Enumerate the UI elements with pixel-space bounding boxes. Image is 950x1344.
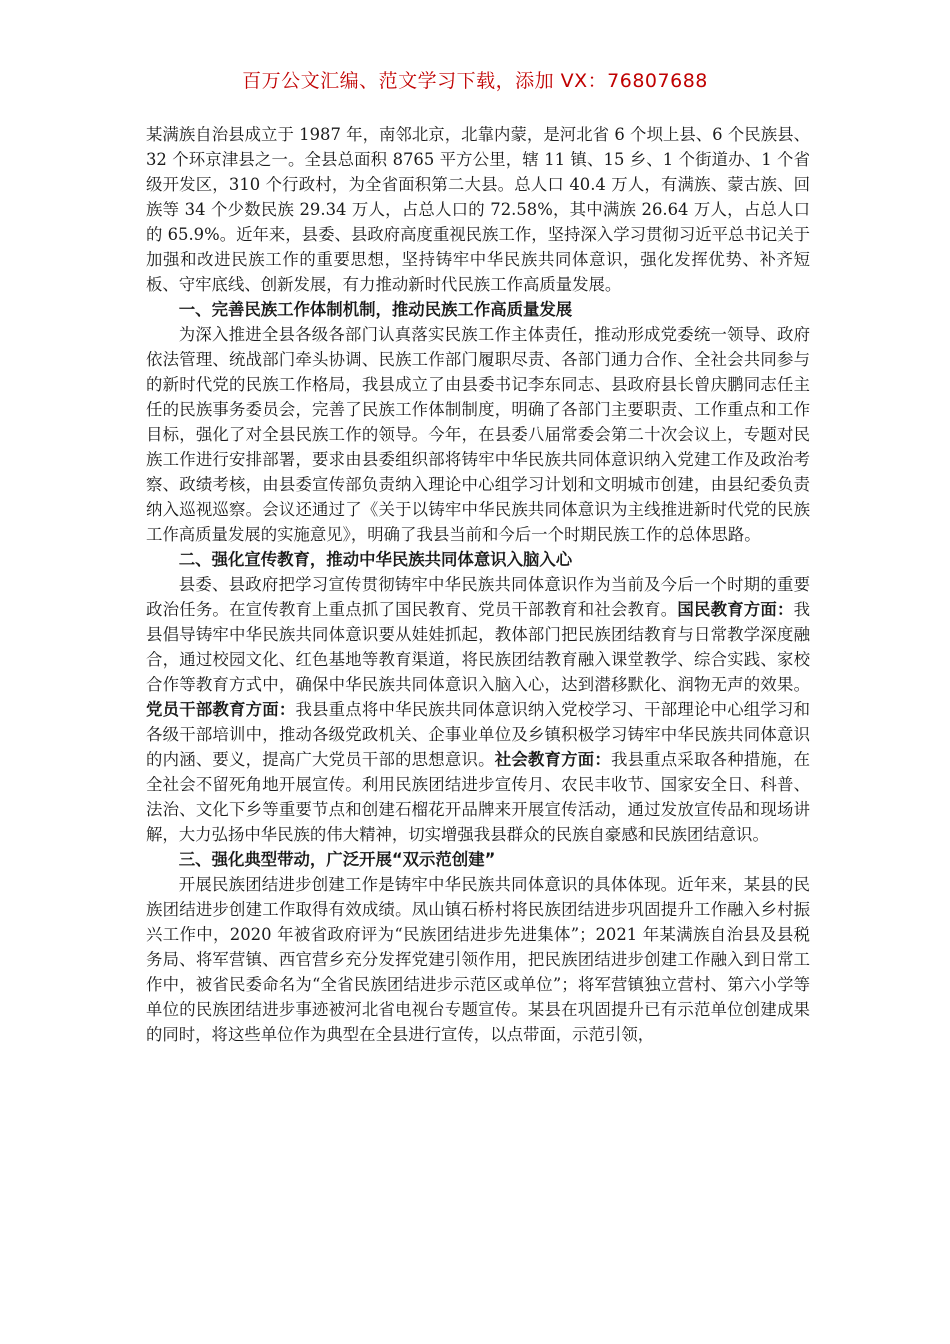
- section-3-heading: 三、强化典型带动，广泛开展“双示范创建”: [178, 850, 496, 869]
- cadre-education-text: 我县重点将中华民族共同体意识纳入党校学习、干部理论中心组学习和各级干部培训中，推动各级党政机关、企事业单位及乡镇积极学习铸牢中华民族共同体意识的内涵、要义，提高广大党员干部的思想意识。: [146, 700, 811, 769]
- cadre-education-lead: 党员干部教育方面：: [146, 700, 296, 719]
- social-education-lead: 社会教育方面：: [494, 750, 611, 769]
- watermark-banner: 百万公文汇编、范文学习下载，添加 VX：76807688: [242, 70, 708, 92]
- social-education-text: 我县重点采取各种措施，在全社会不留死角地开展宣传。利用民族团结进步宣传月、农民丰收节、国家安全日、科普、法治、文化下乡等重要节点和创建石榴花开品牌来开展宣传活动，通过发放宣传品和现场讲解，大力弘扬中华民族的伟大精神，切实增强我县群众的民族自豪感和民族团结意识。: [146, 750, 811, 844]
- section-1-heading: 一、完善民族工作体制机制，推动民族工作高质量发展: [178, 300, 573, 319]
- intro-paragraph: 某满族自治县成立于 1987 年，南邻北京，北靠内蒙，是河北省 6 个坝上县、6 个民族县、32 个环京津县之一。全县总面积 8765 平方公里，辖 11 镇、15 乡、1 个街道办、1 个省级开发区，310 个行政村，为全省面积第二大县。总人口 40.4 万人，有满族、蒙古族、回族等 34 个少数民族 29.34 万人，占总人口的 72.58%，其中满族 26.64 万人，占总人口的 65.9%。近年来，县委、县政府高度重视民族工作，坚持深入学习贯彻习近平总书记关于加强和改进民族工作的重要思想，坚持铸牢中华民族共同体意识，强化发挥优势、补齐短板、守牢底线、创新发展，有力推动新时代民族工作高质量发展。: [146, 125, 810, 294]
- section-2-paragraph: [146, 572, 810, 847]
- national-education-lead: 国民教育方面：: [677, 600, 794, 619]
- national-education-text: 我县倡导铸牢中华民族共同体意识要从娃娃抓起，教体部门把民族团结教育与日常教学深度融合，通过校园文化、红色基地等教育渠道，将民族团结教育融入课堂教学、综合实践、家校合作等教育方式中，确保中华民族共同体意识入脑入心，达到潜移默化、润物无声的效果。: [146, 600, 811, 694]
- section-3-paragraph: 开展民族团结进步创建工作是铸牢中华民族共同体意识的具体体现。近年来，某县的民族团结进步创建工作取得有效成绩。凤山镇石桥村将民族团结进步巩固提升工作融入乡村振兴工作中，2020 年被省政府评为“民族团结进步先进集体”；2021 年某满族自治县及县税务局、将军营镇、西官营乡充分发挥党建引领作用，把民族团结进步创建工作融入到日常工作中，被省民委命名为“全省民族团结进步示范区或单位”；将军营镇独立营村、第六小学等单位的民族团结进步事迹被河北省电视台专题宣传。某县在巩固提升已有示范单位创建成果的同时，将这些单位作为典型在全县进行宣传，以点带面，示范引领，: [146, 875, 810, 1044]
- section-2-heading: 二、强化宣传教育，推动中华民族共同体意识入脑入心: [178, 550, 573, 569]
- document-body: [146, 122, 810, 1047]
- section-2-intro: 县委、县政府把学习宣传贯彻铸牢中华民族共同体意识作为当前及今后一个时期的重要政治任务。在宣传教育上重点抓了国民教育、党员干部教育和社会教育。: [146, 575, 810, 619]
- section-1-paragraph: 为深入推进全县各级各部门认真落实民族工作主体责任，推动形成党委统一领导、政府依法管理、统战部门牵头协调、民族工作部门履职尽责、各部门通力合作、全社会共同参与的新时代党的民族工作格局，我县成立了由县委书记李东同志、县政府县长曾庆鹏同志任主任的民族事务委员会，完善了民族工作体制制度，明确了各部门主要职责、工作重点和工作目标，强化了对全县民族工作的领导。今年，在县委八届常委会第二十次会议上，专题对民族工作进行安排部署，要求由县委组织部将铸牢中华民族共同体意识纳入党建工作及政治考察、政绩考核，由县委宣传部负责纳入理论中心组学习计划和文明城市创建，由县纪委负责纳入巡视巡察。会议还通过了《关于以铸牢中华民族共同体意识为主线推进新时代党的民族工作高质量发展的实施意见》，明确了我县当前和今后一个时期民族工作的总体思路。: [146, 325, 810, 544]
